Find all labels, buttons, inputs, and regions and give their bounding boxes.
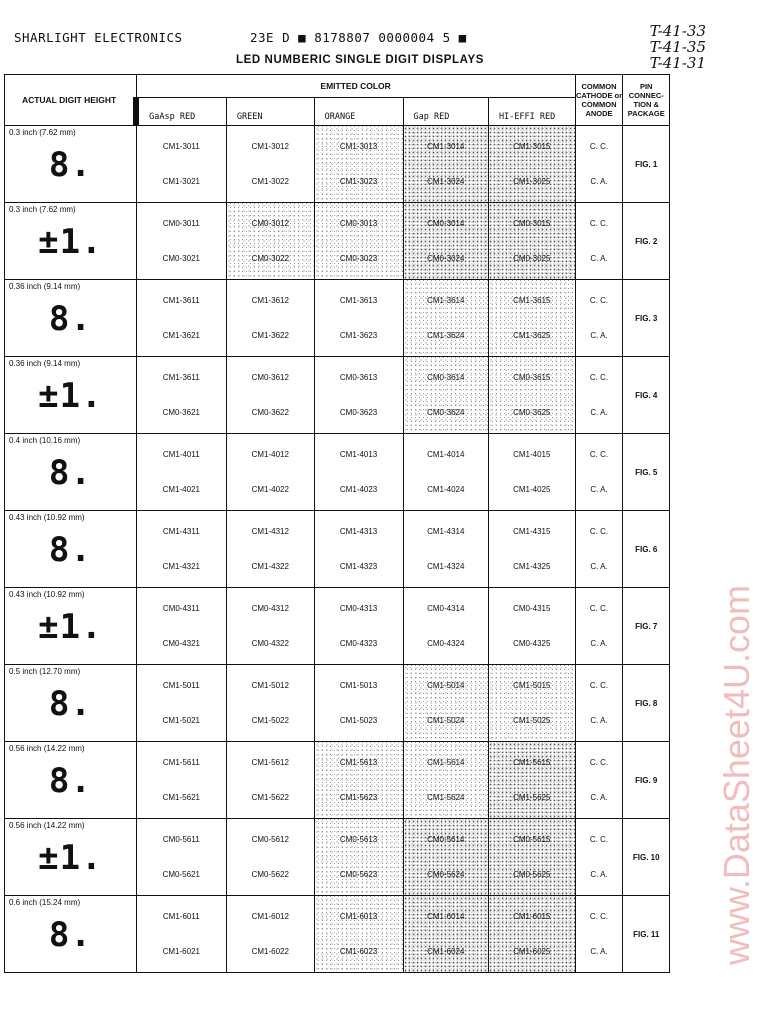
part-number-ca: CM0-5624 [427,870,465,879]
part-number-cell [226,742,314,819]
table-row [5,434,670,511]
part-number-cc: CM1-6012 [251,912,289,921]
part-number-ca: CM1-5021 [162,716,200,725]
part-number-cell [136,742,226,819]
part-number-cc: CM0-4313 [339,604,378,613]
part-number-cc: CM0-3011 [162,219,200,228]
part-number-cell [226,357,314,434]
part-number-ca: CM0-3622 [251,408,289,417]
part-number-cell [314,357,403,434]
part-number-cc: CM0-3014 [427,219,465,228]
pin-figure-cell [623,819,670,896]
part-number-cc: CM1-5613 [339,758,378,767]
digit-height-cell [5,511,137,588]
part-number-ca: CM1-4024 [427,485,465,494]
common-cathode: C. C. [589,219,609,228]
part-number-ca: CM1-5022 [251,716,289,725]
reference-code-1: T-41-33 [649,22,706,40]
part-number-ca: CM0-3621 [162,408,200,417]
part-number-ca: CM1-5625 [513,793,551,802]
common-anode: C. A. [590,870,608,879]
part-number-cell [314,665,403,742]
part-number-ca: CM1-4324 [427,562,465,571]
part-number-cc: CM1-4314 [427,527,465,536]
document-code: 23E D ■ 8178807 0000004 5 ■ [250,30,467,45]
part-number-ca: CM1-3022 [251,177,289,186]
common-cathode: C. C. [589,296,609,305]
part-number-ca: CM0-4325 [513,639,551,648]
digit-height-label: 0.43 inch (10.92 mm) [9,590,85,599]
part-number-cc: CM1-3613 [339,296,378,305]
figure-reference: FIG. 7 [635,621,658,631]
part-number-ca: CM0-3022 [251,254,289,263]
pin-figure-cell [623,434,670,511]
figure-reference: FIG. 5 [635,467,658,477]
part-number-cc: CM1-5614 [427,758,465,767]
part-number-cell [488,742,575,819]
pin-figure-cell [623,357,670,434]
part-number-cell [226,819,314,896]
header-common: COMMON CATHODE or COMMON ANODE [575,75,623,126]
page-title: LED NUMBERIC SINGLE DIGIT DISPLAYS [235,54,485,66]
part-number-cell [314,896,403,973]
part-number-ca: CM1-3025 [513,177,551,186]
table-row [5,126,670,203]
part-number-cell [136,434,226,511]
part-number-cc: CM1-3012 [251,142,289,151]
header-digit-height: ACTUAL DIGIT HEIGHT [5,75,137,126]
part-number-ca: CM1-5023 [339,716,378,725]
digit-symbol: 8. [48,145,92,185]
part-number-cc: CM1-5014 [427,681,465,690]
digit-symbol: 8. [48,453,92,493]
part-number-cell [403,896,488,973]
digit-height-label: 0.56 inch (14.22 mm) [9,744,85,753]
common-type-cell [575,434,623,511]
figure-reference: FIG. 2 [635,236,658,246]
part-number-cc: CM0-5613 [339,835,378,844]
part-number-ca: CM0-5622 [251,870,289,879]
table-row [5,280,670,357]
part-number-cc: CM0-5612 [251,835,289,844]
part-number-cc: CM0-4311 [162,604,200,613]
part-number-ca: CM1-3623 [339,331,378,340]
part-number-cell [136,511,226,588]
figure-reference: FIG. 9 [635,775,658,785]
pin-figure-cell [623,126,670,203]
company-name: SHARLIGHT ELECTRONICS [14,30,183,45]
common-cathode: C. C. [589,912,609,921]
part-number-cc: CM1-4315 [513,527,551,536]
part-number-cell [403,203,488,280]
part-number-cell [403,511,488,588]
part-number-cell [136,203,226,280]
pin-figure-cell [623,742,670,819]
part-number-cc: CM0-4312 [251,604,289,613]
common-type-cell [575,588,623,665]
part-number-ca: CM1-4321 [162,562,200,571]
part-number-ca: CM0-3023 [339,254,378,263]
table-row [5,588,670,665]
table-body [5,126,670,973]
part-number-cc: CM1-4012 [251,450,289,459]
part-number-cc: CM0-3615 [513,373,551,382]
digit-height-cell [5,665,137,742]
part-number-cc: CM1-3615 [513,296,551,305]
part-number-cc: CM1-3014 [427,142,465,151]
digit-height-label: 0.56 inch (14.22 mm) [9,821,85,830]
digit-height-cell [5,434,137,511]
part-number-cc: CM0-3612 [251,373,289,382]
digit-symbol: 8. [48,761,92,801]
common-cathode: C. C. [589,604,609,613]
figure-reference: FIG. 6 [635,544,658,554]
digit-symbol: 8. [48,530,92,570]
part-number-cell [488,588,575,665]
part-number-ca: CM1-4325 [513,562,551,571]
part-number-cc: CM1-6015 [513,912,551,921]
common-anode: C. A. [590,793,608,802]
part-number-cc: CM1-3612 [251,296,289,305]
digit-height-cell [5,280,137,357]
part-number-cell [136,819,226,896]
digit-symbol: 8. [48,684,92,724]
part-number-cell [226,203,314,280]
digit-height-label: 0.4 inch (10.16 mm) [9,436,81,445]
common-cathode: C. C. [589,681,609,690]
table-row [5,742,670,819]
color-gap-red: Gap RED [403,98,488,126]
part-number-cc: CM1-3614 [427,296,465,305]
digit-height-label: 0.6 inch (15.24 mm) [9,898,81,907]
part-number-cc: CM1-4312 [251,527,289,536]
part-number-cell [314,588,403,665]
digit-symbol: ±1. [38,222,103,262]
part-number-cc: CM1-5011 [162,681,200,690]
common-type-cell [575,742,623,819]
part-number-ca: CM1-3024 [427,177,465,186]
part-number-ca: CM1-6025 [513,947,551,956]
part-number-cell [136,126,226,203]
common-cathode: C. C. [589,450,609,459]
digit-symbol: 8. [48,299,92,339]
part-number-ca: CM1-4021 [162,485,200,494]
part-number-cell [488,357,575,434]
part-number-ca: CM1-3624 [427,331,465,340]
part-number-cc: CM0-5611 [162,835,200,844]
part-number-cell [488,896,575,973]
part-number-cell [403,742,488,819]
reference-code-2: T-41-35 [649,38,706,56]
part-number-ca: CM1-5024 [427,716,465,725]
figure-reference: FIG. 3 [635,313,658,323]
part-number-cell [226,896,314,973]
common-cathode: C. C. [589,142,609,151]
part-number-cell [403,434,488,511]
part-number-cell [226,126,314,203]
part-number-ca: CM0-4322 [251,639,289,648]
header-emitted-color: EMITTED COLOR [136,75,575,98]
part-number-ca: CM1-3021 [162,177,200,186]
part-number-cell [226,588,314,665]
reference-code-3: T-41-31 [649,54,706,72]
part-number-ca: CM1-4022 [251,485,289,494]
part-number-cc: CM1-5015 [513,681,551,690]
common-anode: C. A. [590,331,608,340]
part-number-cell [226,511,314,588]
part-number-cc: CM0-5614 [427,835,465,844]
part-number-ca: CM1-6021 [162,947,200,956]
color-green: GREEN [226,98,314,126]
color-orange: ORANGE [314,98,403,126]
part-number-cc: CM1-5615 [513,758,551,767]
part-number-ca: CM1-3621 [162,331,200,340]
digit-height-cell [5,126,137,203]
part-number-cc: CM0-3614 [427,373,465,382]
part-number-cc: CM0-3015 [513,219,551,228]
common-cathode: C. C. [589,527,609,536]
part-number-cell [488,203,575,280]
part-number-cell [403,280,488,357]
part-number-cell [403,357,488,434]
digit-height-cell [5,357,137,434]
part-number-cc: CM0-3013 [339,219,378,228]
part-number-cell [403,588,488,665]
common-type-cell [575,511,623,588]
table-row [5,511,670,588]
color-hi-effi-red: HI-EFFI RED [488,98,575,126]
part-number-cell [136,665,226,742]
digit-height-label: 0.36 inch (9.14 mm) [9,282,81,291]
pin-figure-cell [623,280,670,357]
figure-reference: FIG. 4 [635,390,658,400]
part-number-ca: CM1-3622 [251,331,289,340]
part-number-cell [488,126,575,203]
part-number-cell [314,819,403,896]
common-type-cell [575,203,623,280]
part-number-ca: CM1-3023 [339,177,378,186]
common-type-cell [575,819,623,896]
part-number-ca: CM0-4324 [427,639,465,648]
pin-figure-cell [623,896,670,973]
part-number-cell [488,280,575,357]
part-number-ca: CM1-5624 [427,793,465,802]
part-number-cell [136,280,226,357]
figure-reference: FIG. 10 [632,852,660,862]
common-anode: C. A. [590,562,608,571]
part-number-cc: CM1-4014 [427,450,465,459]
table-row [5,896,670,973]
part-number-cell [314,280,403,357]
part-number-cc: CM1-3015 [513,142,551,151]
digit-symbol: ±1. [38,838,103,878]
part-number-ca: CM0-4323 [339,639,378,648]
part-number-ca: CM0-5621 [162,870,200,879]
part-number-cc: CM1-4013 [339,450,378,459]
digit-symbol: 8. [48,915,92,955]
part-number-ca: CM1-4023 [339,485,378,494]
pin-figure-cell [623,203,670,280]
part-number-cell [314,203,403,280]
part-number-ca: CM0-3623 [339,408,378,417]
table-row [5,357,670,434]
figure-reference: FIG. 8 [635,698,658,708]
common-anode: C. A. [590,947,608,956]
part-number-cc: CM0-5615 [513,835,551,844]
part-number-ca: CM1-5621 [162,793,200,802]
common-cathode: C. C. [589,373,609,382]
table-row [5,819,670,896]
part-number-cell [136,357,226,434]
part-number-cc: CM1-5612 [251,758,289,767]
table-row [5,203,670,280]
part-number-cell [226,280,314,357]
part-number-cc: CM0-4315 [513,604,551,613]
part-number-ca: CM1-3625 [513,331,551,340]
part-number-cell [314,434,403,511]
table-row [5,665,670,742]
part-number-cell [226,434,314,511]
pin-figure-cell [623,588,670,665]
common-anode: C. A. [590,639,608,648]
common-anode: C. A. [590,254,608,263]
part-number-ca: CM1-5025 [513,716,551,725]
pin-figure-cell [623,511,670,588]
part-number-cc: CM1-4311 [162,527,200,536]
part-number-cc: CM1-6014 [427,912,465,921]
part-number-ca: CM1-6022 [251,947,289,956]
part-number-cc: CM1-6013 [339,912,378,921]
part-number-cc: CM0-4314 [427,604,465,613]
part-number-cell [488,434,575,511]
part-number-cc: CM1-3611 [162,373,200,382]
part-number-cell [314,511,403,588]
common-anode: C. A. [590,408,608,417]
digit-height-cell [5,742,137,819]
digit-height-label: 0.5 inch (12.70 mm) [9,667,81,676]
color-gaasp-red: GaAsp RED [136,98,226,126]
part-number-cc: CM1-5012 [251,681,289,690]
part-number-cell [403,819,488,896]
common-type-cell [575,280,623,357]
part-number-cc: CM1-4313 [339,527,378,536]
common-type-cell [575,357,623,434]
part-number-cc: CM0-3012 [251,219,289,228]
part-number-ca: CM1-6023 [339,947,378,956]
part-number-ca: CM0-3625 [513,408,551,417]
part-number-cc: CM1-5013 [339,681,378,690]
part-number-cell [314,126,403,203]
digit-height-label: 0.3 inch (7.62 mm) [9,205,76,214]
part-number-ca: CM0-3025 [513,254,551,263]
common-anode: C. A. [590,485,608,494]
pin-figure-cell [623,665,670,742]
part-number-cc: CM0-3613 [339,373,378,382]
digit-symbol: ±1. [38,607,103,647]
part-number-cell [136,588,226,665]
digit-height-label: 0.43 inch (10.92 mm) [9,513,85,522]
part-number-ca: CM0-3021 [162,254,200,263]
common-anode: C. A. [590,177,608,186]
part-number-ca: CM1-5623 [339,793,378,802]
part-number-cc: CM1-3013 [339,142,378,151]
part-number-cell [403,126,488,203]
common-type-cell [575,126,623,203]
part-number-ca: CM0-5625 [513,870,551,879]
part-number-ca: CM1-4025 [513,485,551,494]
common-cathode: C. C. [589,835,609,844]
part-number-cell [488,819,575,896]
common-anode: C. A. [590,716,608,725]
part-number-cc: CM1-6011 [162,912,200,921]
part-number-ca: CM0-3624 [427,408,465,417]
part-number-cell [136,896,226,973]
figure-reference: FIG. 1 [635,159,658,169]
part-number-ca: CM1-5622 [251,793,289,802]
part-number-cell [314,742,403,819]
part-number-cell [488,665,575,742]
part-number-ca: CM1-6024 [427,947,465,956]
part-number-ca: CM0-4321 [162,639,200,648]
header-pin-connection: PIN CONNEC-TION & PACKAGE [623,75,670,126]
digit-height-cell [5,588,137,665]
common-cathode: C. C. [589,758,609,767]
part-number-cell [488,511,575,588]
part-number-cc: CM1-5611 [162,758,200,767]
common-type-cell [575,896,623,973]
part-number-ca: CM1-4322 [251,562,289,571]
part-number-ca: CM1-4323 [339,562,378,571]
part-number-cell [403,665,488,742]
digit-height-label: 0.3 inch (7.62 mm) [9,128,76,137]
common-type-cell [575,665,623,742]
part-number-cc: CM1-4015 [513,450,551,459]
part-number-cc: CM1-3611 [162,296,200,305]
figure-reference: FIG. 11 [633,929,660,939]
digit-height-cell [5,896,137,973]
digit-height-cell [5,819,137,896]
digit-height-label: 0.36 inch (9.14 mm) [9,359,81,368]
digit-height-cell [5,203,137,280]
part-number-cc: CM1-3011 [162,142,200,151]
watermark-text: www.DataSheet4U.com [716,585,757,966]
part-number-ca: CM0-5623 [339,870,378,879]
part-number-cell [226,665,314,742]
led-display-table [4,74,670,973]
part-number-ca: CM0-3024 [427,254,465,263]
part-number-cc: CM1-4011 [162,450,200,459]
digit-symbol: ±1. [38,376,103,416]
